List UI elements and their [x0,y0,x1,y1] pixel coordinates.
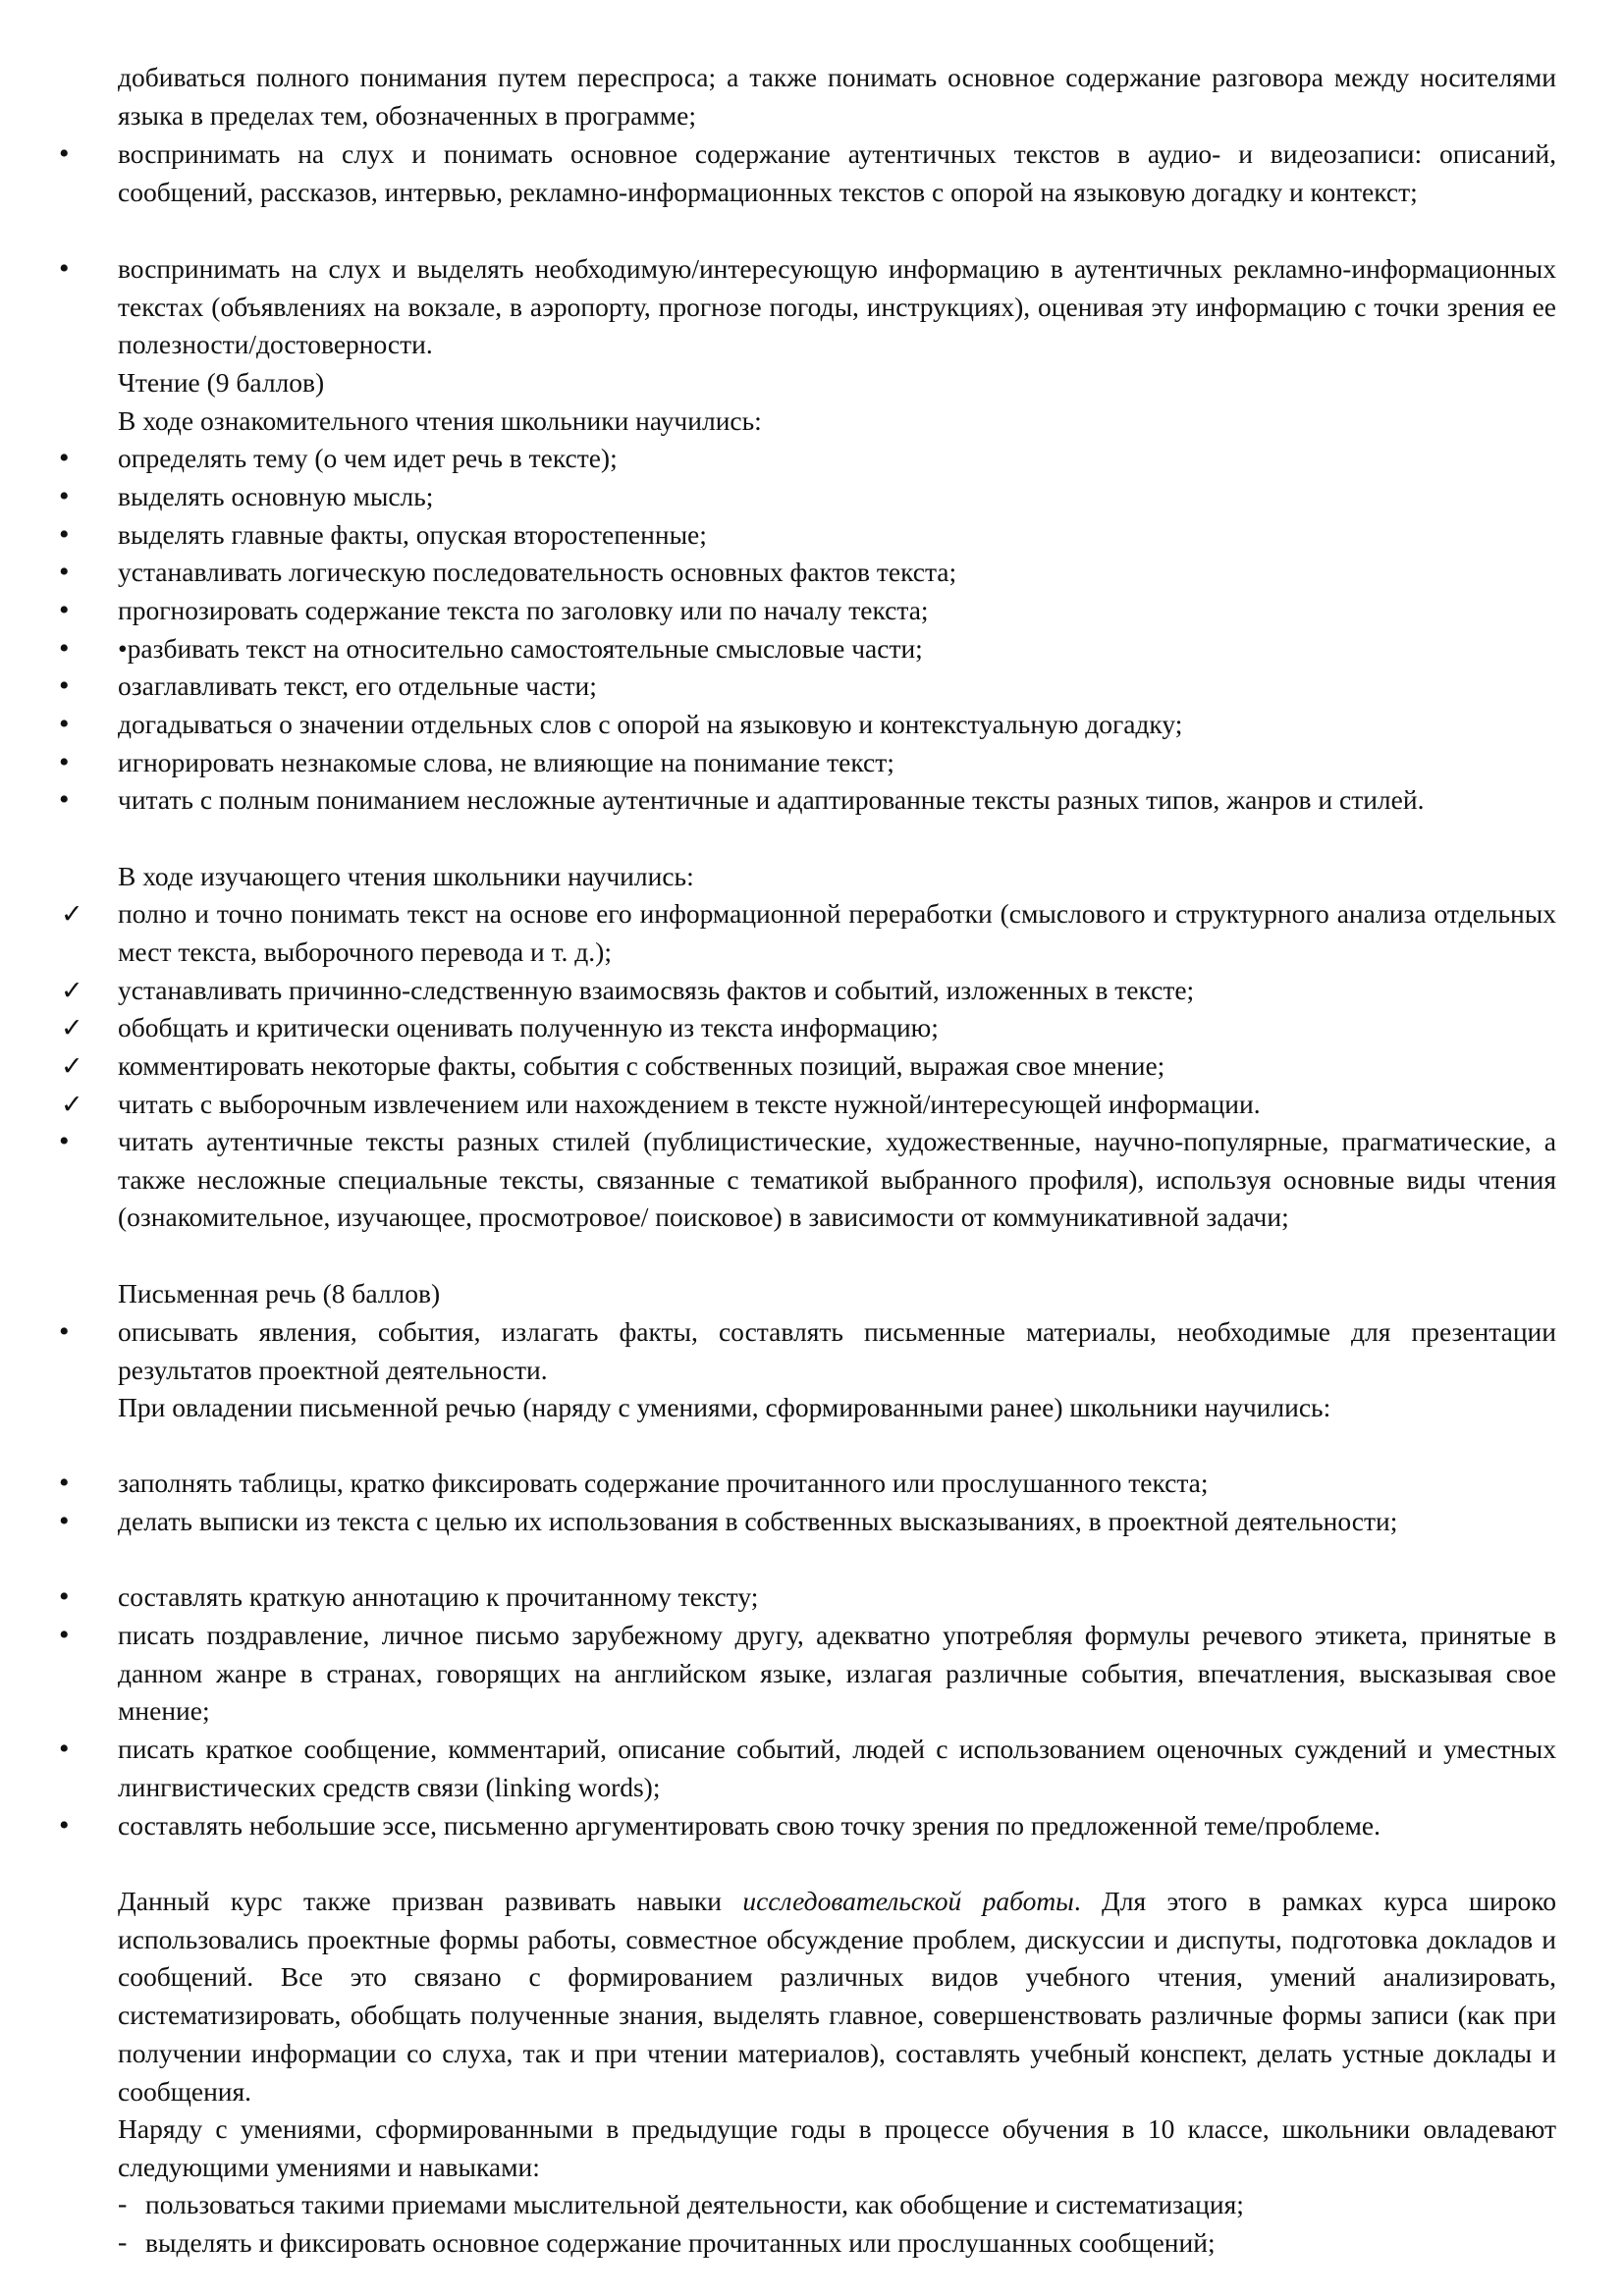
bullet-marker: • [59,783,70,816]
list-item: озаглавливать текст, его отдельные части; [118,670,597,701]
list-item: •разбивать текст на относительно самостоятельные смысловые части; [118,633,923,664]
list-item: прогнозировать содержание текста по заголовку или по началу текста; [118,595,929,625]
bullet-marker: • [59,1315,70,1348]
list-item: пользоваться такими приемами мыслительной деятельности, как обобщение и систематизация; [145,2189,1244,2219]
bullet-marker: • [59,1505,70,1537]
list-item: читать аутентичные тексты разных стилей (публицистические, художественные, научно-популярные, прагматические, а также несложные специальные тексты, связанные с тематикой выбранного профиля), используя основные виды чтения (ознакомительное, изучающее, просмотровое/ поисковое) в зависимости от коммуникативной задачи; [118,1126,1556,1233]
continuation-paragraph: добиваться полного понимания путем переспроса; а также понимать основное содержание разговора между носителями языка в пределах тем, обозначенных в программе; [118,62,1556,131]
list-item: воспринимать на слух и выделять необходимую/интересующую информацию в аутентичных рекламно-информационных текстах (объявлениях на вокзале, в аэропорту, прогнозе погоды, инструкциях), оценивая эту информацию с точки зрения ее полезности/достоверности. [118,253,1556,360]
check-icon: ✓ [61,899,83,929]
list-item: догадываться о значении отдельных слов с опорой на языковую и контекстуальную догадку; [118,709,1183,739]
bullet-marker: • [59,442,70,474]
bullet-marker: • [59,746,70,778]
skills-paragraph: Наряду с умениями, сформированными в предыдущие годы в процессе обучения в 10 классе, школьники овладевают следующими умениями и навыками: [118,2113,1556,2182]
list-item: игнорировать незнакомые слова, не влияющие на понимание текст; [118,747,894,777]
course-para-rest: . Для этого в рамках курса широко использовались проектные формы работы, совместное обсуждение проблем, дискуссии и диспуты, подготовка докладов и сообщений. Все это связано с формированием различных видов учебного чтения, умений анализировать, систематизировать, обобщать полученные знания, выделять главное, совершенствовать различные формы записи (как при получении информации со слуха, так и при чтении материалов), составлять учебный конспект, делать устные доклады и сообщения. [118,1886,1556,2107]
list-item: выделять основную мысль; [118,481,434,511]
check-icon: ✓ [61,1090,83,1119]
bullet-marker: • [59,669,70,702]
bullet-marker: • [59,594,70,626]
bullet-marker: • [59,1125,70,1157]
dash-marker: - [118,2189,128,2219]
bullet-marker: • [59,137,70,170]
course-paragraph [118,1883,1556,2110]
bullet-marker: • [59,1809,70,1842]
bullet-marker: • [59,252,70,285]
list-item: обобщать и критически оценивать полученную из текста информацию; [118,1012,939,1042]
list-item: составлять краткую аннотацию к прочитанному тексту; [118,1581,759,1612]
list-item: описывать явления, события, излагать факты, составлять письменные материалы, необходимые для презентации результатов проектной деятельности. [118,1316,1556,1385]
list-item: составлять небольшие эссе, письменно аргументировать свою точку зрения по предложенной теме/проблеме. [118,1810,1380,1841]
bullet-marker: • [59,1580,70,1613]
list-item: полно и точно понимать текст на основе его информационной переработки (смыслового и структурного анализа отдельных мест текста, выборочного перевода и т. д.); [118,898,1556,967]
study-intro: В ходе изучающего чтения школьники научились: [118,861,694,891]
bullet-marker: • [59,1733,70,1765]
list-item: читать с полным пониманием несложные аутентичные и адаптированные тексты разных типов, жанров и стилей. [118,784,1425,815]
writing-heading: Письменная речь (8 баллов) [118,1278,441,1308]
list-item: делать выписки из текста с целью их использования в собственных высказываниях, в проектной деятельности; [118,1506,1398,1536]
list-item: писать краткое сообщение, комментарий, описание событий, людей с использованием оценочных суждений и уместных лингвистических средств связи (linking words); [118,1734,1556,1802]
reading-intro: В ходе ознакомительного чтения школьники научились: [118,405,762,436]
bullet-marker: • [59,480,70,512]
list-item: выделять и фиксировать основное содержание прочитанных или прослушанных сообщений; [145,2227,1216,2258]
bullet-marker: • [59,708,70,740]
list-item: заполнять таблицы, кратко фиксировать содержание прочитанного или прослушанного текста; [118,1468,1209,1498]
list-item: писать поздравление, личное письмо зарубежному другу, адекватно употребляя формулы речевого этикета, принятые в данном жанре в странах, говорящих на английском языке, излагая различные события, впечатления, высказывая свое мнение; [118,1620,1556,1727]
reading-heading: Чтение (9 баллов) [118,367,325,398]
writing-intro: При овладении письменной речью (наряду с умениями, сформированными ранее) школьники научились: [118,1392,1331,1422]
check-icon: ✓ [61,976,83,1005]
list-item: устанавливать логическую последовательность основных фактов текста; [118,557,957,587]
check-icon: ✓ [61,1013,83,1042]
list-item: читать с выборочным извлечением или нахождением в тексте нужной/интересующей информации. [118,1089,1261,1119]
check-icon: ✓ [61,1051,83,1081]
list-item: комментировать некоторые факты, события с собственных позиций, выражая свое мнение; [118,1050,1165,1081]
list-item: устанавливать причинно-следственную взаимосвязь фактов и событий, изложенных в тексте; [118,975,1195,1005]
bullet-marker: • [59,556,70,588]
bullet-marker: • [59,1619,70,1651]
bullet-marker: • [59,1467,70,1499]
dash-marker: - [118,2227,128,2258]
course-para-italic: исследовательской работы [742,1886,1074,1916]
list-item: воспринимать на слух и понимать основное содержание аутентичных текстов в аудио- и видеозаписи: описаний, сообщений, рассказов, интервью, рекламно-информационных текстов с опорой на языковую догадку и контекст; [118,138,1556,207]
list-item: выделять главные факты, опуская второстепенные; [118,519,707,550]
list-item: определять тему (о чем идет речь в тексте); [118,443,618,473]
bullet-marker: • [59,632,70,665]
course-para-start: Данный курс также призван развивать навыки [118,1886,743,1916]
bullet-marker: • [59,518,70,551]
